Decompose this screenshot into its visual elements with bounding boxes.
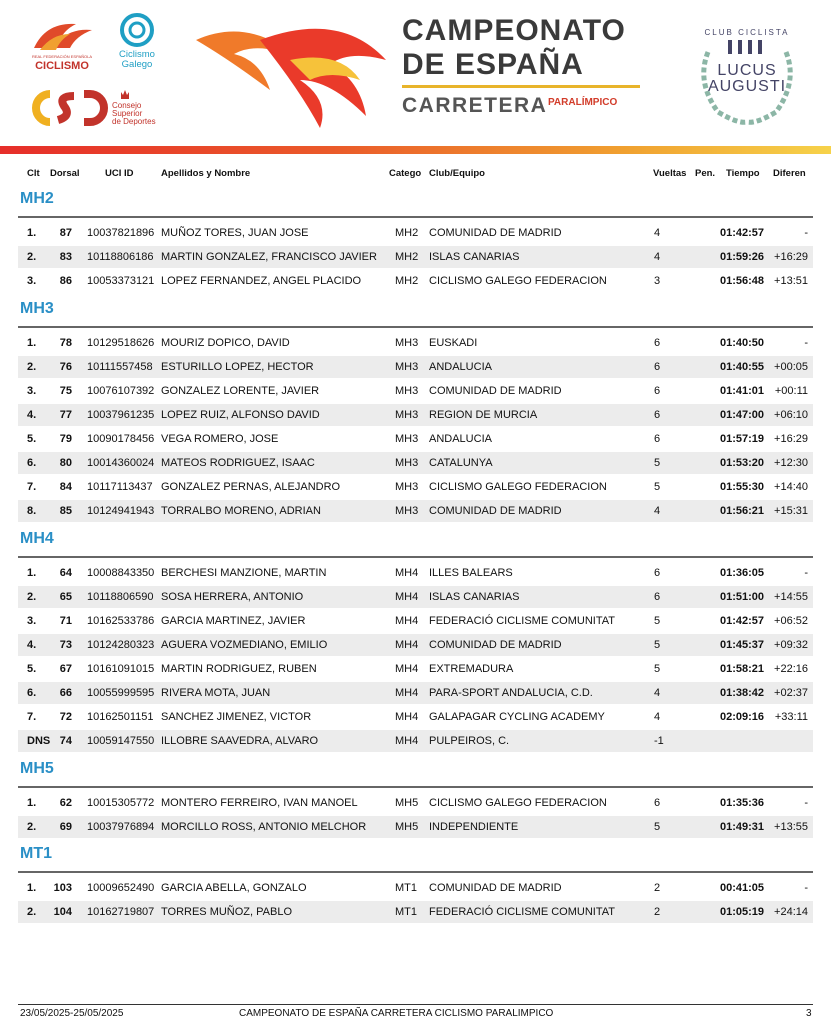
cell-uci: 10162533786	[87, 615, 155, 627]
cell-clt: 2.	[27, 361, 37, 373]
cell-clt: 6.	[27, 457, 37, 469]
cell-diff: +16:29	[774, 433, 808, 445]
col-dorsal: Dorsal	[50, 168, 80, 179]
cell-cat: MH3	[395, 361, 419, 373]
footer-dates: 23/05/2025-25/05/2025	[20, 1008, 124, 1019]
cell-clt: 4.	[27, 409, 37, 421]
cell-club: ISLAS CANARIAS	[429, 591, 520, 603]
cell-name: TORRALBO MORENO, ADRIAN	[161, 505, 321, 517]
page-header	[0, 0, 831, 150]
cell-cat: MH2	[395, 275, 419, 287]
table-row	[18, 610, 813, 632]
cell-laps: 5	[654, 457, 661, 469]
cell-cat: MH3	[395, 385, 419, 397]
col-cat: Catego	[389, 168, 422, 179]
table-row	[18, 816, 813, 838]
cell-dorsal: 75	[59, 385, 72, 397]
cell-name: MARTIN RODRIGUEZ, RUBEN	[161, 663, 317, 675]
cell-club: GALAPAGAR CYCLING ACADEMY	[429, 711, 605, 723]
cell-clt: 2.	[27, 251, 37, 263]
cell-uci: 10118806186	[87, 251, 154, 263]
section-divider	[18, 556, 813, 558]
cell-laps: 6	[654, 797, 661, 809]
cell-time: 01:38:42	[720, 687, 765, 699]
csd-line2: Superior	[112, 109, 143, 118]
cell-dorsal: 74	[59, 735, 72, 747]
table-row	[18, 380, 813, 402]
cell-cat: MH5	[395, 821, 419, 833]
cell-uci: 10161091015	[87, 663, 155, 675]
cell-time: 01:53:20	[720, 457, 765, 469]
cell-diff: +22:16	[774, 663, 808, 675]
cell-diff: +06:10	[774, 409, 808, 421]
csd-mark-icon	[28, 88, 108, 128]
cell-clt: 3.	[27, 385, 37, 397]
cell-clt: 1.	[27, 882, 37, 894]
cell-clt: 7.	[27, 481, 37, 493]
cell-cat: MH3	[395, 337, 419, 349]
cell-uci: 10118806590	[87, 591, 154, 603]
cell-cat: MH3	[395, 409, 419, 421]
cell-laps: 4	[654, 505, 661, 517]
table-row	[18, 634, 813, 656]
cell-club: PULPEIROS, C.	[429, 735, 510, 747]
cell-dorsal: 85	[59, 505, 72, 517]
cell-diff: -	[804, 882, 808, 894]
title-line1: CAMPEONATO	[402, 14, 626, 47]
cell-laps: 6	[654, 409, 661, 421]
cell-cat: MH4	[395, 615, 419, 627]
cell-name: RIVERA MOTA, JUAN	[161, 687, 271, 699]
rfec-wings-icon	[26, 18, 98, 54]
footer-event: CAMPEONATO DE ESPAÑA CARRETERA CICLISMO PARALIMPICO	[239, 1008, 554, 1019]
cell-time: 01:42:57	[720, 227, 765, 239]
table-row	[18, 877, 813, 899]
cell-clt: 7.	[27, 711, 37, 723]
cell-club: ILLES BALEARS	[429, 567, 513, 579]
cell-cat: MH4	[395, 591, 419, 603]
cell-time: 01:59:26	[720, 251, 765, 263]
cell-diff: +12:30	[774, 457, 808, 469]
cell-time: 01:40:55	[720, 361, 765, 373]
cell-diff: +14:40	[774, 481, 808, 493]
cell-clt: 2.	[27, 821, 37, 833]
cell-dorsal: 103	[53, 882, 72, 894]
cell-time: 01:36:05	[720, 567, 765, 579]
rfec-small-text: REAL FEDERACIÓN ESPAÑOLA	[31, 54, 92, 59]
cell-cat: MH2	[395, 227, 419, 239]
cell-dorsal: 71	[59, 615, 72, 627]
table-row	[18, 901, 813, 923]
galego-line1: Ciclismo	[119, 49, 155, 60]
cell-time: 00:41:05	[720, 882, 765, 894]
cell-club: ISLAS CANARIAS	[429, 251, 520, 263]
cell-laps: 2	[654, 906, 661, 918]
cell-uci: 10129518626	[87, 337, 155, 349]
cell-name: SANCHEZ JIMENEZ, VICTOR	[161, 711, 312, 723]
cell-dorsal: 79	[59, 433, 72, 445]
cell-laps: 5	[654, 481, 661, 493]
cell-laps: 6	[654, 567, 661, 579]
cell-cat: MH3	[395, 481, 419, 493]
cell-dorsal: 72	[59, 711, 72, 723]
cell-clt: 1.	[27, 567, 37, 579]
cell-time: 01:57:19	[720, 433, 765, 445]
cell-cat: MH4	[395, 735, 419, 747]
table-row	[18, 476, 813, 498]
cell-uci: 10162719807	[87, 906, 155, 918]
wings-emblem-icon	[190, 20, 390, 130]
cell-time: 01:56:21	[720, 505, 765, 517]
cell-laps: -1	[654, 735, 664, 747]
cell-uci: 10162501151	[87, 711, 154, 723]
table-row	[18, 270, 813, 292]
cell-cat: MT1	[395, 882, 417, 894]
cell-cat: MT1	[395, 906, 417, 918]
cell-dorsal: 80	[59, 457, 72, 469]
cell-uci: 10124941943	[87, 505, 155, 517]
cell-clt: 2.	[27, 906, 37, 918]
rfec-text: CICLISMO	[35, 60, 89, 72]
cell-uci: 10055999595	[87, 687, 155, 699]
cell-club: EXTREMADURA	[429, 663, 514, 675]
title-suffix: PARALÍMPICO	[548, 97, 618, 108]
cell-clt: 1.	[27, 797, 37, 809]
col-pen: Pen.	[695, 168, 716, 179]
cell-cat: MH4	[395, 711, 419, 723]
col-clt: Clt	[27, 168, 40, 179]
cell-name: MUÑOZ TORES, JUAN JOSE	[161, 227, 309, 239]
cell-dorsal: 64	[59, 567, 72, 579]
cell-time: 01:40:50	[720, 337, 765, 349]
cell-name: LOPEZ FERNANDEZ, ANGEL PLACIDO	[161, 275, 362, 287]
col-diff: Diferen	[773, 168, 806, 179]
title-divider	[402, 85, 640, 88]
cell-diff: +13:51	[774, 275, 808, 287]
cell-diff: +00:05	[774, 361, 808, 373]
csd-line3: de Deportes	[112, 117, 156, 126]
table-row	[18, 586, 813, 608]
cell-name: GONZALEZ LORENTE, JAVIER	[161, 385, 320, 397]
cell-club: EUSKADI	[429, 337, 478, 349]
cell-cat: MH2	[395, 251, 419, 263]
cell-clt: 5.	[27, 433, 37, 445]
cell-club: COMUNIDAD DE MADRID	[429, 882, 562, 894]
table-row	[18, 658, 813, 680]
cell-diff: +09:32	[774, 639, 808, 651]
col-name: Apellidos y Nombre	[161, 168, 251, 179]
cell-laps: 6	[654, 337, 661, 349]
cell-diff: +15:31	[774, 505, 808, 517]
cell-dorsal: 104	[53, 906, 72, 918]
cell-diff: +02:37	[774, 687, 808, 699]
cell-clt: 3.	[27, 615, 37, 627]
cell-time: 01:05:19	[720, 906, 765, 918]
cell-name: AGUERA VOZMEDIANO, EMILIO	[161, 639, 328, 651]
cell-cat: MH4	[395, 687, 419, 699]
galego-spiral-icon	[112, 12, 162, 48]
section-title: MH3	[20, 300, 54, 317]
cell-diff: -	[804, 567, 808, 579]
cell-time: 01:55:30	[720, 481, 765, 493]
cell-laps: 6	[654, 385, 661, 397]
cell-laps: 3	[654, 275, 661, 287]
cell-uci: 10111557458	[87, 361, 153, 373]
cell-diff: +06:52	[774, 615, 808, 627]
table-row	[18, 500, 813, 522]
galego-line2: Galego	[121, 59, 153, 70]
cell-uci: 10124280323	[87, 639, 155, 651]
title-line2: DE ESPAÑA	[402, 48, 584, 81]
cell-clt: 6.	[27, 687, 37, 699]
cell-time: 01:49:31	[720, 821, 765, 833]
cell-dorsal: 87	[59, 227, 72, 239]
section-divider	[18, 216, 813, 218]
cell-diff: +14:55	[774, 591, 808, 603]
cell-dorsal: 69	[59, 821, 72, 833]
csd-line1: Consejo	[112, 101, 142, 110]
cell-name: GARCIA ABELLA, GONZALO	[161, 882, 307, 894]
table-row	[18, 730, 813, 752]
cell-club: CICLISMO GALEGO FEDERACION	[429, 481, 607, 493]
csd-logo	[28, 88, 168, 132]
section-divider	[18, 871, 813, 873]
cell-uci: 10009652490	[87, 882, 155, 894]
cell-cat: MH3	[395, 433, 419, 445]
table-row	[18, 562, 813, 584]
cell-clt: 5.	[27, 663, 37, 675]
cell-dorsal: 76	[59, 361, 72, 373]
cell-uci: 10014360024	[87, 457, 155, 469]
cell-name: ILLOBRE SAAVEDRA, ALVARO	[161, 735, 319, 747]
cell-laps: 4	[654, 687, 661, 699]
col-club: Club/Equipo	[429, 168, 485, 179]
color-band	[0, 146, 831, 154]
cell-name: VEGA ROMERO, JOSE	[161, 433, 279, 445]
cell-club: COMUNIDAD DE MADRID	[429, 227, 562, 239]
cell-clt: 8.	[27, 505, 37, 517]
cell-club: REGION DE MURCIA	[429, 409, 538, 421]
cell-laps: 5	[654, 663, 661, 675]
cell-clt: DNS	[27, 735, 51, 747]
cell-laps: 4	[654, 251, 661, 263]
cell-uci: 10059147550	[87, 735, 155, 747]
title-line3: CARRETERA	[402, 94, 548, 117]
cell-name: MORCILLO ROSS, ANTONIO MELCHOR	[161, 821, 367, 833]
championship-emblem	[190, 20, 390, 130]
cell-club: CATALUNYA	[429, 457, 493, 469]
cell-name: MOURIZ DOPICO, DAVID	[161, 337, 290, 349]
section-title: MT1	[20, 845, 52, 862]
cell-diff: +00:11	[774, 385, 808, 397]
crown-icon	[120, 88, 130, 100]
section-title: MH5	[20, 760, 54, 777]
table-row	[18, 792, 813, 814]
cell-cat: MH5	[395, 797, 419, 809]
cell-club: FEDERACIÓ CICLISME COMUNITAT	[429, 906, 615, 918]
table-row	[18, 428, 813, 450]
cell-time: 02:09:16	[720, 711, 765, 723]
cell-clt: 4.	[27, 639, 37, 651]
cell-cat: MH4	[395, 663, 419, 675]
cell-time: 01:47:00	[720, 409, 765, 421]
cell-uci: 10037821896	[87, 227, 155, 239]
cell-diff: +13:55	[774, 821, 808, 833]
cell-laps: 5	[654, 639, 661, 651]
cell-clt: 1.	[27, 227, 37, 239]
col-laps: Vueltas	[653, 168, 687, 179]
cell-time: 01:56:48	[720, 275, 765, 287]
col-time: Tiempo	[726, 168, 760, 179]
cell-cat: MH4	[395, 567, 419, 579]
cell-club: ANDALUCIA	[429, 433, 492, 445]
table-row	[18, 706, 813, 728]
cell-club: ANDALUCIA	[429, 361, 492, 373]
cell-dorsal: 78	[59, 337, 72, 349]
cell-dorsal: 84	[59, 481, 72, 493]
cell-name: MATEOS RODRIGUEZ, ISAAC	[161, 457, 315, 469]
cell-clt: 1.	[27, 337, 37, 349]
cell-dorsal: 73	[59, 639, 72, 651]
section-divider	[18, 786, 813, 788]
cell-laps: 4	[654, 227, 661, 239]
section-divider	[18, 326, 813, 328]
table-row	[18, 246, 813, 268]
cell-dorsal: 66	[59, 687, 72, 699]
cell-club: CICLISMO GALEGO FEDERACION	[429, 275, 607, 287]
cell-time: 01:42:57	[720, 615, 765, 627]
cell-diff: +24:14	[774, 906, 808, 918]
cell-laps: 5	[654, 821, 661, 833]
cell-laps: 4	[654, 711, 661, 723]
cell-cat: MH4	[395, 639, 419, 651]
cell-laps: 6	[654, 591, 661, 603]
cell-name: SOSA HERRERA, ANTONIO	[161, 591, 304, 603]
cell-uci: 10015305772	[87, 797, 155, 809]
cell-club: COMUNIDAD DE MADRID	[429, 505, 562, 517]
cell-name: GONZALEZ PERNAS, ALEJANDRO	[161, 481, 341, 493]
cell-club: COMUNIDAD DE MADRID	[429, 385, 562, 397]
footer-page: 3	[806, 1008, 812, 1019]
cell-clt: 3.	[27, 275, 37, 287]
footer-divider	[18, 1004, 813, 1005]
cell-laps: 5	[654, 615, 661, 627]
table-row	[18, 222, 813, 244]
cell-uci: 10008843350	[87, 567, 155, 579]
cell-name: MARTIN GONZALEZ, FRANCISCO JAVIER	[161, 251, 377, 263]
cell-uci: 10037961235	[87, 409, 155, 421]
club-top-text: CLUB CICLISTA	[704, 28, 790, 37]
lucus-augusti-logo	[688, 12, 806, 130]
cell-diff: -	[804, 227, 808, 239]
cell-name: ESTURILLO LOPEZ, HECTOR	[161, 361, 314, 373]
cell-time: 01:35:36	[720, 797, 765, 809]
cell-cat: MH3	[395, 505, 419, 517]
table-row	[18, 332, 813, 354]
cell-diff: +33:11	[774, 711, 808, 723]
cell-laps: 6	[654, 361, 661, 373]
club-line1: LUCUS	[717, 62, 777, 79]
table-row	[18, 356, 813, 378]
cell-name: MONTERO FERREIRO, IVAN MANOEL	[161, 797, 358, 809]
cell-dorsal: 86	[59, 275, 72, 287]
cell-time: 01:58:21	[720, 663, 765, 675]
cell-uci: 10090178456	[87, 433, 155, 445]
cell-club: INDEPENDIENTE	[429, 821, 519, 833]
cell-uci: 10053373121	[87, 275, 155, 287]
cell-club: PARA-SPORT ANDALUCIA, C.D.	[429, 687, 593, 699]
cell-uci: 10117113437	[87, 481, 153, 493]
cell-cat: MH3	[395, 457, 419, 469]
galego-logo	[112, 12, 162, 78]
cell-uci: 10037976894	[87, 821, 155, 833]
cell-dorsal: 65	[59, 591, 72, 603]
cell-name: BERCHESI MANZIONE, MARTIN	[161, 567, 327, 579]
section-title: MH4	[20, 530, 54, 547]
table-row	[18, 452, 813, 474]
cell-name: TORRES MUÑOZ, PABLO	[161, 906, 293, 918]
rfec-logo	[26, 18, 98, 74]
cell-time: 01:51:00	[720, 591, 765, 603]
cell-laps: 2	[654, 882, 661, 894]
cell-dorsal: 62	[59, 797, 72, 809]
cell-name: GARCIA MARTINEZ, JAVIER	[161, 615, 306, 627]
cell-club: COMUNIDAD DE MADRID	[429, 639, 562, 651]
cell-dorsal: 77	[59, 409, 72, 421]
cell-laps: 6	[654, 433, 661, 445]
cell-uci: 10076107392	[87, 385, 155, 397]
cell-time: 01:45:37	[720, 639, 765, 651]
cell-clt: 2.	[27, 591, 37, 603]
col-uci: UCI ID	[105, 168, 134, 179]
table-row	[18, 404, 813, 426]
cell-name: LOPEZ RUIZ, ALFONSO DAVID	[161, 409, 320, 421]
club-line2: AUGUSTI	[707, 78, 787, 95]
section-title: MH2	[20, 190, 54, 207]
table-row	[18, 682, 813, 704]
cell-club: CICLISMO GALEGO FEDERACION	[429, 797, 607, 809]
cell-club: FEDERACIÓ CICLISME COMUNITAT	[429, 615, 615, 627]
cell-dorsal: 83	[59, 251, 72, 263]
cell-dorsal: 67	[59, 663, 72, 675]
cell-diff: +16:29	[774, 251, 808, 263]
cell-time: 01:41:01	[720, 385, 765, 397]
cell-diff: -	[804, 797, 808, 809]
cell-diff: -	[804, 337, 808, 349]
